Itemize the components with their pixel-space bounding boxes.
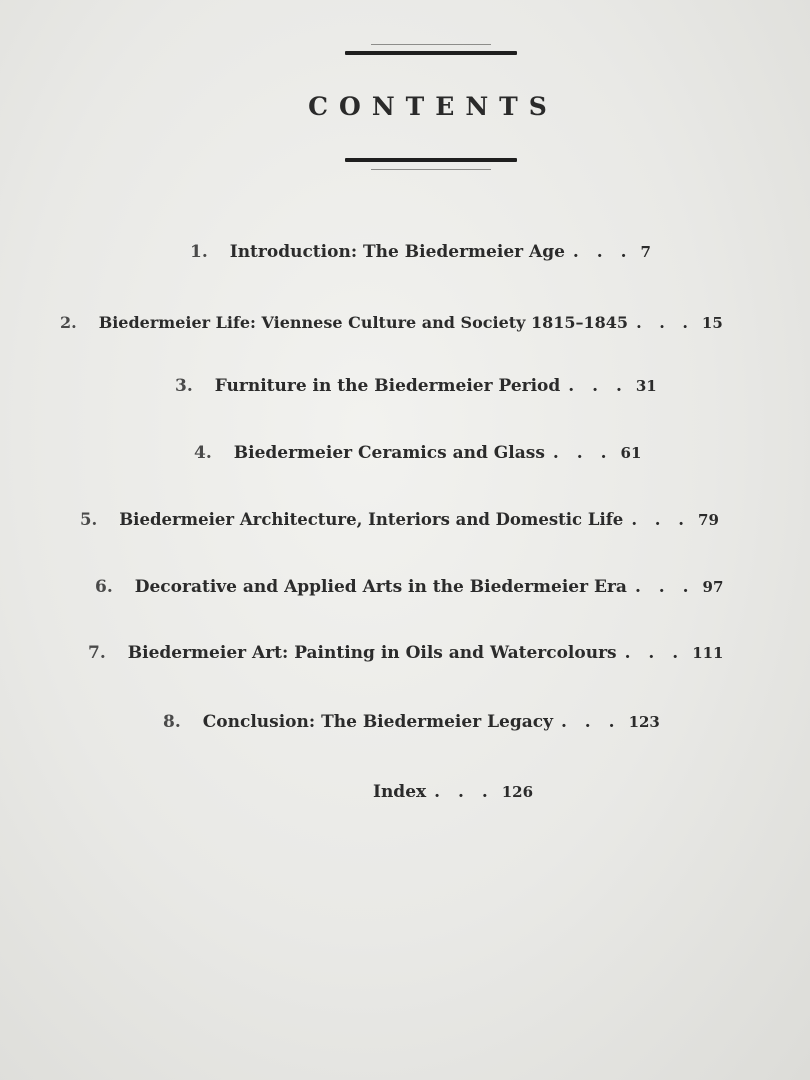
- toc-entry-leader: . . .: [552, 443, 613, 463]
- toc-entry-7: [0, 643, 810, 663]
- toc-entry-page: 123: [628, 713, 660, 731]
- toc-entry-page: 31: [635, 377, 657, 395]
- toc-entry-number: 7.: [88, 643, 106, 663]
- toc-entry-6: [0, 577, 810, 597]
- toc-entry-title: Furniture in the Biedermeier Period: [214, 376, 561, 396]
- toc-entry-title: Biedermeier Life: Viennese Culture and Society 1815–1845: [98, 313, 629, 332]
- bottom-ornament-rule: [345, 158, 517, 170]
- toc-entry-page: 97: [702, 578, 724, 596]
- toc-entry-title: Biedermeier Art: Painting in Oils and Watercolours: [127, 643, 617, 663]
- toc-entry-page: 15: [701, 314, 723, 332]
- toc-entry-8: [0, 712, 810, 732]
- toc-entry-2: [0, 313, 810, 332]
- toc-entry-leader: . . .: [624, 643, 685, 663]
- toc-entry-4: [0, 443, 810, 463]
- toc-entry-title: Conclusion: The Biedermeier Legacy: [202, 712, 553, 732]
- toc-entry-title: Decorative and Applied Arts in the Biedermeier Era: [134, 577, 627, 597]
- toc-entry-page: 111: [692, 644, 724, 662]
- toc-entry-3: [0, 376, 810, 396]
- toc-entry-5: [0, 510, 810, 529]
- toc-entry-leader: . . .: [634, 577, 695, 597]
- toc-entry-1: [0, 242, 810, 262]
- toc-entry-number: 8.: [163, 712, 181, 732]
- toc-entry-number: 3.: [175, 376, 193, 396]
- toc-entry-leader: . . .: [636, 313, 694, 332]
- bottom-thin-rule: [371, 169, 491, 170]
- toc-entry-number: 4.: [194, 443, 212, 463]
- toc-entry-index: [0, 782, 810, 802]
- top-thin-rule: [371, 44, 491, 45]
- toc-entry-number: 1.: [190, 242, 208, 262]
- toc-index-page: 126: [501, 783, 534, 801]
- toc-entry-page: 61: [620, 444, 642, 462]
- top-thick-rule: [345, 51, 517, 55]
- contents-heading: CONTENTS: [308, 92, 558, 121]
- toc-entry-title: Introduction: The Biedermeier Age: [229, 242, 565, 262]
- toc-index-title: Index: [373, 782, 427, 802]
- toc-entry-leader: . . .: [560, 712, 621, 732]
- toc-entry-title: Biedermeier Architecture, Interiors and Domestic Life: [119, 510, 624, 529]
- toc-entry-title: Biedermeier Ceramics and Glass: [233, 443, 545, 463]
- toc-entry-number: 6.: [95, 577, 113, 597]
- toc-index-leader: . . .: [434, 782, 494, 802]
- toc-entry-page: 7: [640, 243, 651, 261]
- toc-entry-number: 5.: [80, 510, 98, 529]
- toc-entry-page: 79: [698, 511, 719, 529]
- toc-entry-leader: . . .: [568, 376, 628, 396]
- toc-entry-number: 2.: [60, 313, 77, 332]
- bottom-thick-rule: [345, 158, 517, 162]
- top-ornament-rule: [345, 44, 517, 55]
- toc-entry-leader: . . .: [572, 242, 633, 262]
- toc-entry-leader: . . .: [631, 510, 691, 529]
